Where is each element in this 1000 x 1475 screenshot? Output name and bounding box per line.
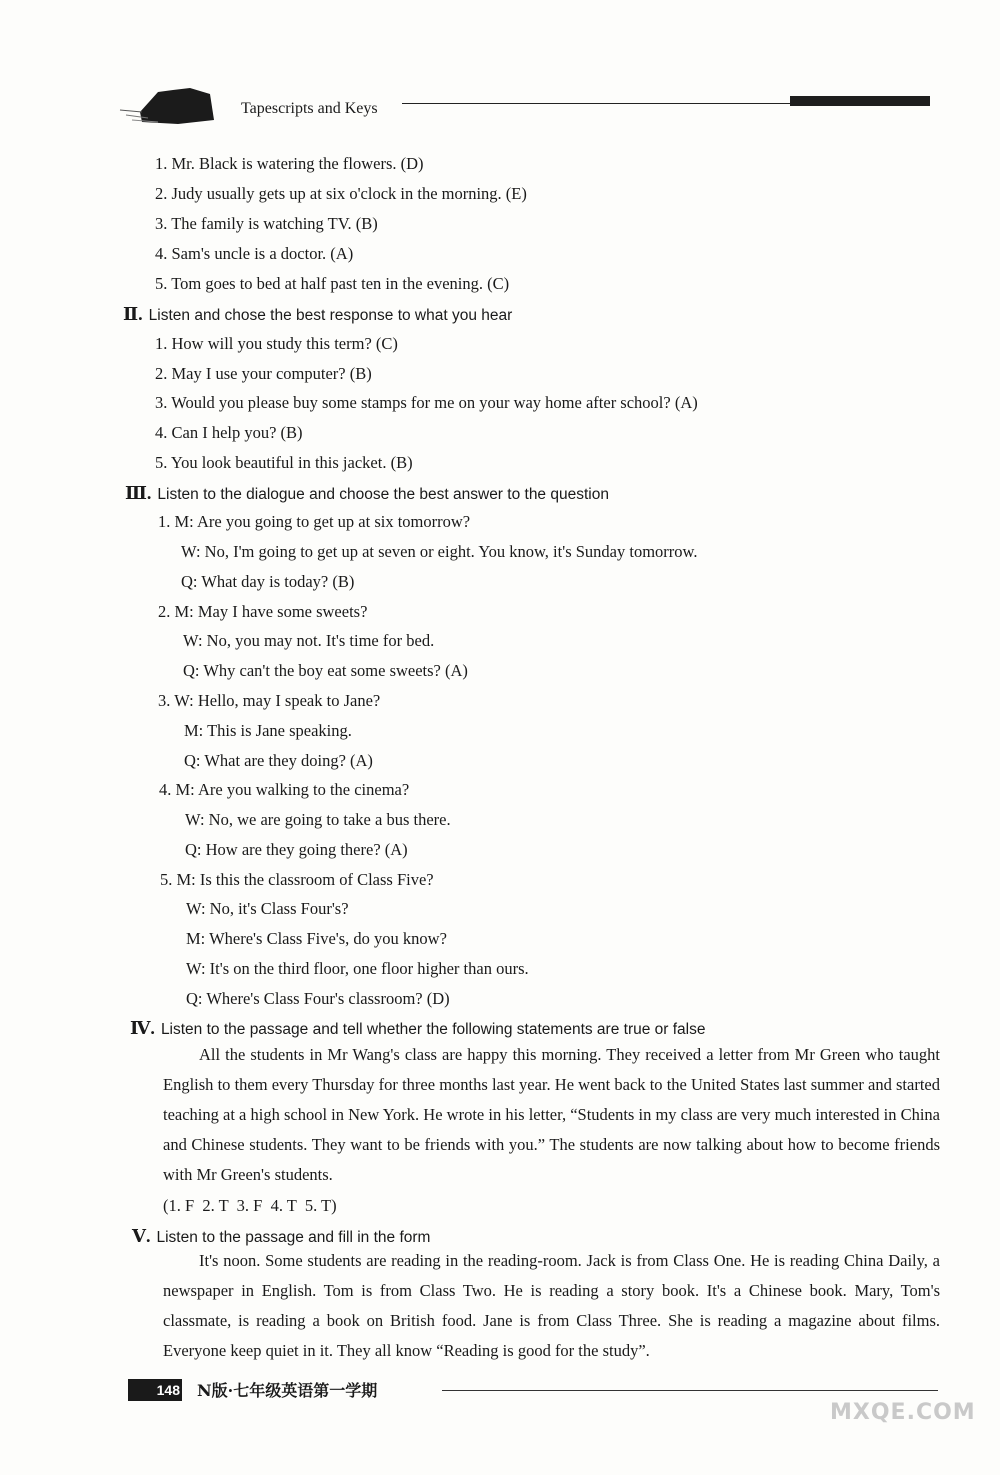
list-item: 5. Tom goes to bed at half past ten in the evening. (C)	[155, 274, 510, 293]
list-item: 1. Mr. Black is watering the flowers. (D)	[155, 154, 424, 173]
answer-key: (1. F 2. T 3. F 4. T 5. T)	[163, 1196, 337, 1215]
dialogue-line: W: It's on the third floor, one floor higher than ours.	[186, 959, 529, 978]
section-heading	[125, 483, 609, 505]
passage: It's noon. Some students are reading in the reading-room. Jack is from Class One. He is reading China Daily, a newspaper in English. Tom is from Class Two. He is reading a story book. It's a Chinese book. Mary, Tom's classmate, is reading a book on British food. Jane is from Class Three. She is reading a magazine about films. Everyone keep quiet in it. They all know “Reading is good for the study”.	[163, 1251, 940, 1360]
footer-rule	[442, 1390, 938, 1391]
dialogue-line: 3. W: Hello, may I speak to Jane?	[158, 691, 381, 710]
section-number: Ⅳ.	[130, 1018, 155, 1038]
list-item: 4. Can I help you? (B)	[155, 423, 303, 442]
dialogue-line: Q: How are they going there? (A)	[185, 840, 408, 859]
dialogue-line: W: No, I'm going to get up at seven or eight. You know, it's Sunday tomorrow.	[181, 542, 698, 561]
section-heading	[130, 1018, 705, 1040]
list-item: 4. Sam's uncle is a doctor. (A)	[155, 244, 354, 263]
section-number: Ⅴ.	[132, 1226, 151, 1246]
dialogue-line: 1. M: Are you going to get up at six tomorrow?	[158, 512, 471, 531]
dialogue-line: Q: What day is today? (B)	[181, 572, 355, 591]
section-title: Listen and chose the best response to what you hear	[148, 307, 513, 324]
list-item: 3. The family is watching TV. (B)	[155, 214, 378, 233]
header-bar	[790, 96, 930, 106]
dialogue-line: 2. M: May I have some sweets?	[158, 602, 368, 621]
header-title: Tapescripts and Keys	[241, 100, 378, 117]
page-number: 148	[128, 1379, 182, 1401]
watermark: MXQE.COM	[830, 1400, 976, 1425]
dialogue-line: W: No, we are going to take a bus there.	[185, 810, 451, 829]
dialogue-line: 4. M: Are you walking to the cinema?	[159, 780, 410, 799]
dialogue-line: W: No, it's Class Four's?	[186, 899, 349, 918]
list-item: 2. Judy usually gets up at six o'clock in the morning. (E)	[155, 184, 527, 203]
header-rule	[402, 103, 790, 104]
footer-title: N版·七年级英语第一学期	[197, 1381, 378, 1400]
list-item: 5. You look beautiful in this jacket. (B)	[155, 453, 413, 472]
section-heading	[123, 304, 512, 326]
list-item: 1. How will you study this term? (C)	[155, 334, 398, 353]
list-item: 3. Would you please buy some stamps for me on your way home after school? (A)	[155, 393, 698, 412]
dialogue-line: M: Where's Class Five's, do you know?	[186, 929, 447, 948]
dialogue-line: Q: What are they doing? (A)	[184, 751, 373, 770]
section-heading	[132, 1226, 430, 1248]
dialogue-line: W: No, you may not. It's time for bed.	[183, 631, 435, 650]
header-logo-icon	[118, 82, 218, 128]
section-title: Listen to the passage and fill in the form	[156, 1229, 431, 1246]
dialogue-line: 5. M: Is this the classroom of Class Five?	[160, 870, 434, 889]
section-title: Listen to the dialogue and choose the best answer to the question	[157, 486, 609, 503]
dialogue-line: Q: Why can't the boy eat some sweets? (A)	[183, 661, 468, 680]
section-number: Ⅱ.	[123, 304, 143, 324]
passage: All the students in Mr Wang's class are happy this morning. They received a letter from Mr Green who taught English to them every Thursday for three months last year. He went back to the United States last summer and started teaching at a high school in New York. He wrote in his letter, “Students in my class are very much interested in China and Chinese students. They want to be friends with you.” The students are now talking about how to become friends with Mr Green's students.	[163, 1045, 940, 1184]
dialogue-line: Q: Where's Class Four's classroom? (D)	[186, 989, 450, 1008]
section-number: Ⅲ.	[125, 483, 152, 503]
list-item: 2. May I use your computer? (B)	[155, 364, 372, 383]
section-title: Listen to the passage and tell whether the following statements are true or false	[160, 1021, 706, 1038]
dialogue-line: M: This is Jane speaking.	[184, 721, 352, 740]
